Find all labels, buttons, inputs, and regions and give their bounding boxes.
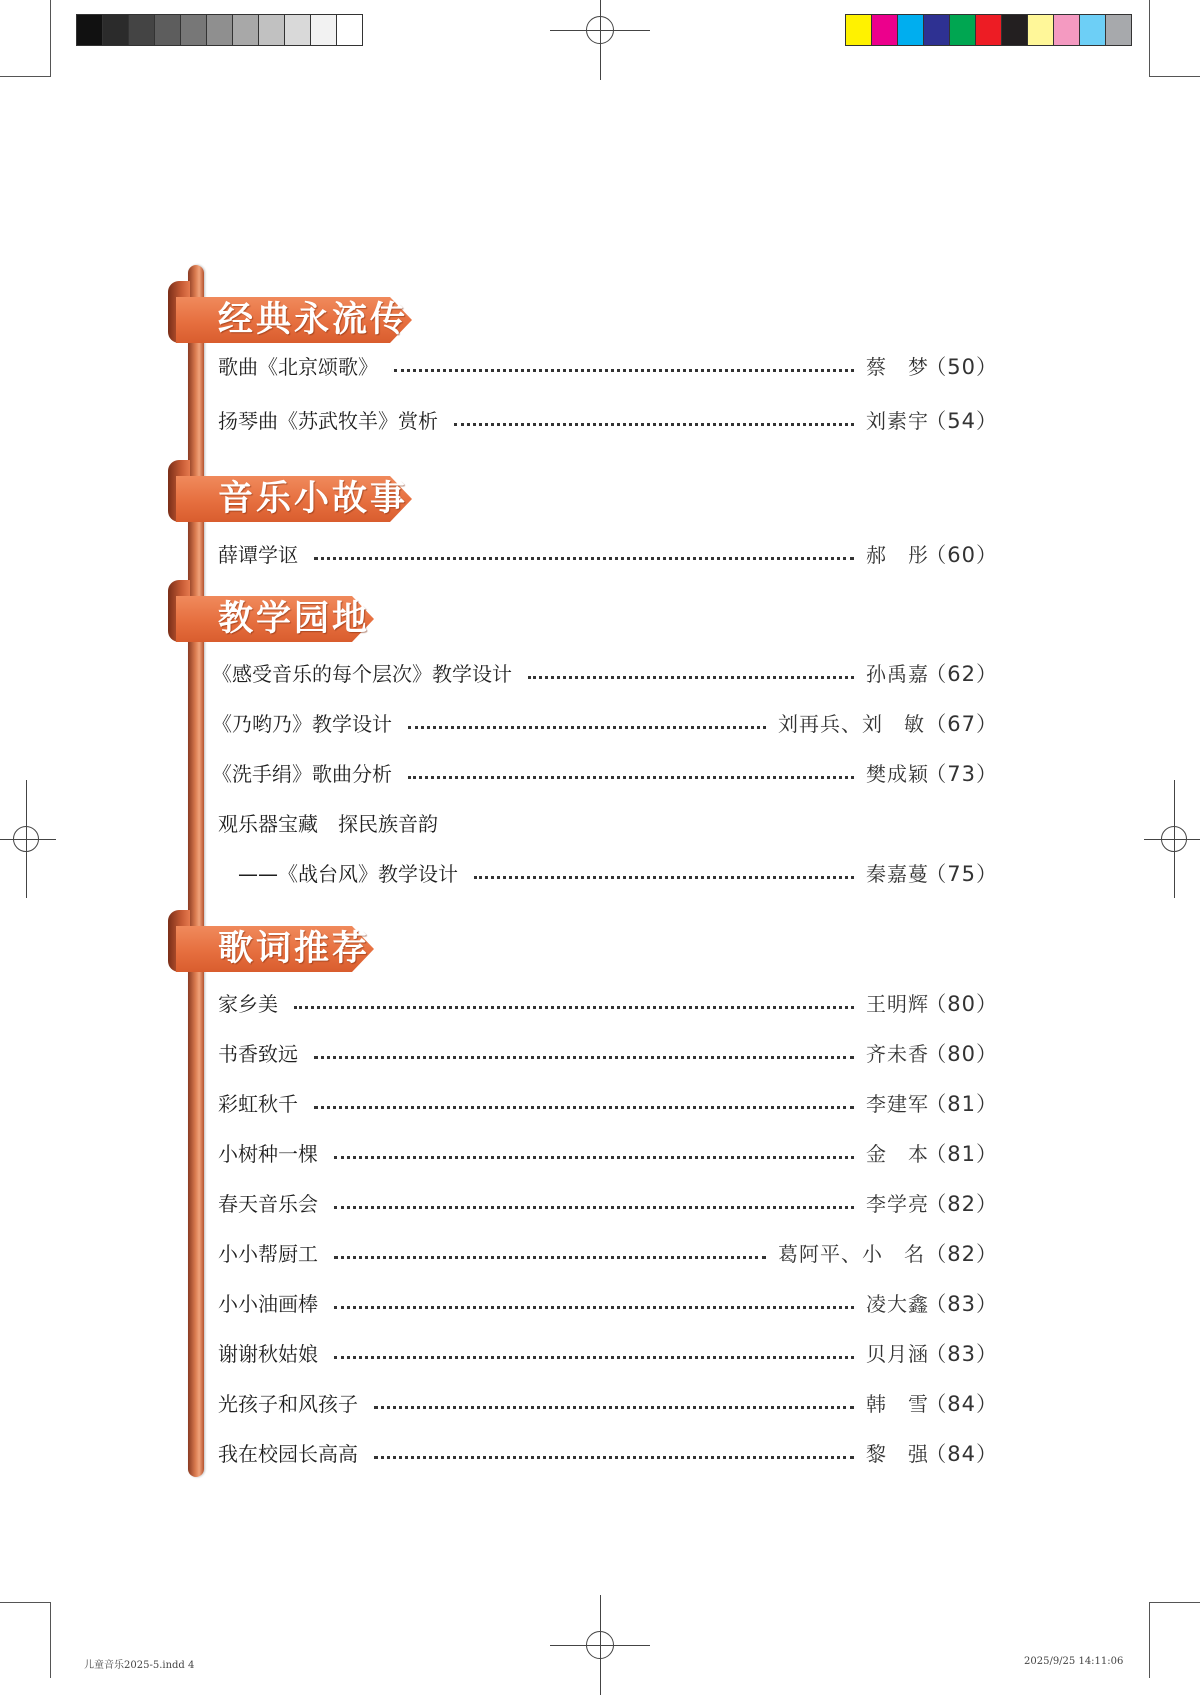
- entry-author: 秦嘉蔓: [866, 862, 929, 886]
- entry-author: 李学亮: [866, 1192, 929, 1216]
- dot-leader: [294, 1006, 854, 1009]
- toc-entry[interactable]: [218, 1389, 998, 1419]
- color-swatch: [1028, 15, 1054, 45]
- section-title: 教学园地: [218, 599, 371, 639]
- entry-author: 樊成颖: [866, 762, 929, 786]
- entry-page: （80）: [925, 1042, 998, 1066]
- toc-spine: [188, 265, 204, 1477]
- toc-entry[interactable]: [218, 1089, 998, 1119]
- gray-swatch: [311, 15, 337, 45]
- entry-title: 《感受音乐的每个层次》教学设计: [212, 662, 512, 686]
- entry-page: （84）: [925, 1392, 998, 1416]
- grayscale-bar: [76, 14, 363, 46]
- entry-author: 刘再兵、刘 敏: [778, 712, 925, 736]
- gray-swatch: [259, 15, 285, 45]
- dot-leader: [408, 726, 766, 729]
- entry-page: （80）: [925, 992, 998, 1016]
- gray-swatch: [207, 15, 233, 45]
- gray-swatch: [155, 15, 181, 45]
- entry-page: （81）: [925, 1092, 998, 1116]
- entry-page: （83）: [925, 1292, 998, 1316]
- color-swatch: [1106, 15, 1131, 45]
- color-swatch: [898, 15, 924, 45]
- gray-swatch: [337, 15, 362, 45]
- entry-page: （67）: [925, 712, 998, 736]
- entry-author: 刘素宇: [866, 409, 929, 433]
- color-swatch: [846, 15, 872, 45]
- dot-leader: [314, 1056, 854, 1059]
- entry-page: （81）: [925, 1142, 998, 1166]
- toc-entry[interactable]: [218, 1339, 998, 1369]
- toc-entry[interactable]: [218, 809, 998, 839]
- dot-leader: [528, 676, 854, 679]
- gray-swatch: [129, 15, 155, 45]
- section-title: 音乐小故事: [218, 479, 409, 519]
- color-swatch: [1080, 15, 1106, 45]
- dot-leader: [334, 1206, 854, 1209]
- crop-mark: [1149, 0, 1150, 77]
- registration-mark-right: [1144, 780, 1200, 898]
- entry-title: 我在校园长高高: [218, 1442, 358, 1466]
- toc-entry[interactable]: [212, 759, 998, 789]
- entry-author: 金 本: [866, 1142, 929, 1166]
- section-banner: [168, 476, 412, 522]
- toc-entry[interactable]: [218, 1139, 998, 1169]
- entry-page: （62）: [925, 662, 998, 686]
- entry-title: ——《战台风》教学设计: [238, 862, 458, 886]
- entry-title: 书香致远: [218, 1042, 298, 1066]
- entry-page: （73）: [925, 762, 998, 786]
- toc-entry[interactable]: [218, 1239, 998, 1269]
- entry-title: 薛谭学讴: [218, 543, 298, 567]
- entry-title: 家乡美: [218, 992, 278, 1016]
- dot-leader: [334, 1156, 854, 1159]
- entry-page: （50）: [925, 355, 998, 379]
- section-banner: [168, 596, 374, 642]
- toc-entry[interactable]: [218, 1289, 998, 1319]
- dot-leader: [314, 1106, 854, 1109]
- toc-entry[interactable]: [218, 352, 998, 382]
- footer-timestamp: 2025/9/25 14:11:06: [1024, 1656, 1124, 1667]
- entry-page: （82）: [925, 1242, 998, 1266]
- entry-title: 观乐器宝藏 探民族音韵: [218, 812, 438, 836]
- entry-page: （60）: [925, 543, 998, 567]
- registration-mark-top: [550, 0, 650, 80]
- color-swatch: [1054, 15, 1080, 45]
- toc-entry[interactable]: [238, 859, 998, 889]
- dot-leader: [408, 776, 854, 779]
- dot-leader: [474, 876, 854, 879]
- entry-page: （54）: [925, 409, 998, 433]
- entry-author: 李建军: [866, 1092, 929, 1116]
- gray-swatch: [103, 15, 129, 45]
- entry-page: （82）: [925, 1192, 998, 1216]
- section-title: 歌词推荐: [218, 929, 371, 969]
- toc-entry[interactable]: [218, 989, 998, 1019]
- dot-leader: [334, 1356, 854, 1359]
- dot-leader: [314, 557, 854, 560]
- crop-mark: [0, 1602, 51, 1603]
- entry-title: 歌曲《北京颂歌》: [218, 355, 378, 379]
- entry-author: 葛阿平、小 名: [778, 1242, 925, 1266]
- gray-swatch: [233, 15, 259, 45]
- registration-mark-bottom: [550, 1595, 650, 1695]
- entry-page: （75）: [925, 862, 998, 886]
- entry-author: 郝 彤: [866, 543, 929, 567]
- footer-filename: 儿童音乐2025-5.indd 4: [84, 1660, 195, 1671]
- color-swatch: [924, 15, 950, 45]
- color-swatch: [1002, 15, 1028, 45]
- gray-swatch: [77, 15, 103, 45]
- entry-title: 谢谢秋姑娘: [218, 1342, 318, 1366]
- gray-swatch: [285, 15, 311, 45]
- entry-author: 韩 雪: [866, 1392, 929, 1416]
- entry-title: 小树种一棵: [218, 1142, 318, 1166]
- entry-title: 光孩子和风孩子: [218, 1392, 358, 1416]
- entry-author: 蔡 梦: [866, 355, 929, 379]
- entry-author: 黎 强: [866, 1442, 929, 1466]
- crop-mark: [50, 1602, 51, 1678]
- dot-leader: [374, 1456, 854, 1459]
- entry-title: 春天音乐会: [218, 1192, 318, 1216]
- entry-author: 王明辉: [866, 992, 929, 1016]
- entry-author: 贝月涵: [866, 1342, 929, 1366]
- dot-leader: [334, 1256, 766, 1259]
- crop-mark: [50, 0, 51, 77]
- entry-title: 《洗手绢》歌曲分析: [212, 762, 392, 786]
- dot-leader: [394, 369, 854, 372]
- section-banner: [168, 926, 374, 972]
- crop-mark: [1149, 76, 1200, 77]
- dot-leader: [334, 1306, 854, 1309]
- dot-leader: [374, 1406, 854, 1409]
- color-bar: [845, 14, 1132, 46]
- crop-mark: [1149, 1602, 1200, 1603]
- toc-entry[interactable]: [212, 709, 998, 739]
- toc-entry[interactable]: [218, 1189, 998, 1219]
- color-swatch: [950, 15, 976, 45]
- entry-title: 彩虹秋千: [218, 1092, 298, 1116]
- registration-mark-left: [0, 780, 56, 898]
- crop-mark: [0, 76, 51, 77]
- dot-leader: [454, 423, 854, 426]
- toc-entry[interactable]: [218, 1439, 998, 1469]
- entry-author: 孙禹嘉: [866, 662, 929, 686]
- gray-swatch: [181, 15, 207, 45]
- toc-entry[interactable]: [218, 406, 998, 436]
- entry-page: （84）: [925, 1442, 998, 1466]
- entry-title: 扬琴曲《苏武牧羊》赏析: [218, 409, 438, 433]
- entry-author: 齐未香: [866, 1042, 929, 1066]
- color-swatch: [976, 15, 1002, 45]
- entry-title: 《乃哟乃》教学设计: [212, 712, 392, 736]
- toc-entry[interactable]: [212, 659, 998, 689]
- entry-title: 小小帮厨工: [218, 1242, 318, 1266]
- color-swatch: [872, 15, 898, 45]
- crop-mark: [1149, 1602, 1150, 1678]
- entry-page: （83）: [925, 1342, 998, 1366]
- section-title: 经典永流传: [218, 300, 409, 340]
- entry-author: 凌大鑫: [866, 1292, 929, 1316]
- toc-entry[interactable]: [218, 540, 998, 570]
- toc-entry[interactable]: [218, 1039, 998, 1069]
- entry-title: 小小油画棒: [218, 1292, 318, 1316]
- section-banner: [168, 297, 412, 343]
